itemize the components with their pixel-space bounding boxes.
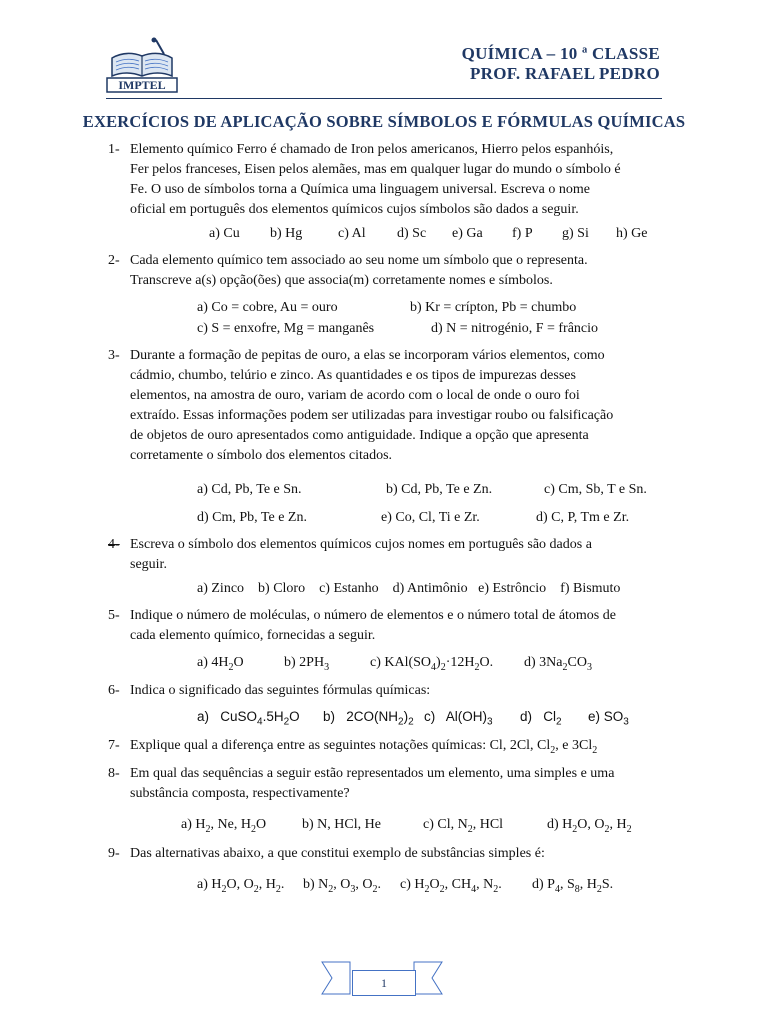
question-8-text (130, 764, 662, 804)
question-number-6: 6- (108, 683, 120, 698)
page-title: EXERCÍCIOS DE APLICAÇÃO SOBRE SÍMBOLOS E FÓRMULAS QUÍMICAS (82, 112, 686, 131)
header-teacher: PROF. RAFAEL PEDRO (469, 64, 660, 83)
q2-option-b: b) Kr = crípton, Pb = chumbo (410, 300, 577, 315)
q4-options: a) Zinco b) Cloro c) Estanho d) Antimônio e) Estrôncio f) Bismuto (197, 581, 621, 596)
q9-option-c: c) $H_2O_2$, $CH_4$, $N_2$. (400, 877, 502, 895)
logo-text: IMPTEL (118, 78, 166, 92)
question-2-text (130, 251, 662, 291)
question-1-line: Fer pelos franceses, Eisen pelos alemães, mas em qualquer lugar do mundo o símbolo é (130, 162, 621, 177)
q6-option-a: a) $CuSO_4.5H_2O$ (197, 709, 300, 728)
q3-option-a: a) Cd, Pb, Te e Sn. (197, 482, 302, 497)
q2-option-d: d) N = nitrogénio, F = frâncio (431, 321, 599, 336)
q8-option-d: d) $H_2O$, $O_2$, $H_2$ (547, 817, 632, 835)
q2-option-c: c) S = enxofre, Mg = manganês (197, 321, 375, 336)
question-number-7: 7- (108, 738, 120, 753)
q6-option-b: b) $2CO(NH_2)_2$ (323, 709, 414, 728)
question-7-text: Explique qual a diferença entre as seguintes notações químicas: Cl, 2Cl, $Cl_2$, e $3Cl_2$ (130, 738, 598, 756)
question-4-line: Escreva o símbolo dos elementos químicos cujos nomes em português são dados a (130, 537, 592, 552)
q3-option-d: d) Cm, Pb, Te e Zn. (197, 510, 307, 525)
question-8-line: substância composta, respectivamente? (130, 786, 350, 801)
question-3-line: corretamente o símbolo dos elementos citados. (130, 448, 393, 463)
question-2-line: Cada elemento químico tem associado ao seu nome um símbolo que o representa. (130, 253, 588, 268)
q1-option-e: e) Ga (452, 226, 483, 241)
q8-option-a: a) $H_2$, Ne, $H_2O$ (181, 817, 267, 835)
header-divider (106, 98, 662, 99)
question-3-line: de objetos de ouro apresentados como antiguidade. Indique a opção que apresenta (130, 428, 589, 443)
q1-option-d: d) Sc (397, 226, 427, 241)
question-4-text (130, 535, 662, 575)
question-1-line: oficial em português dos elementos químicos cujos símbolos são dados a seguir. (130, 202, 579, 217)
q1-option-a: a) Cu (209, 226, 240, 241)
q9-option-a: a) $H_2O$, $O_2$, $H_2$. (197, 877, 285, 895)
q9-option-b: b) $N_2$, $O_3$, $O_2$. (303, 877, 382, 895)
question-5-line: cada elemento químico, fornecidas a seguir. (130, 628, 376, 643)
q6-option-c: c) $Al(OH)_3$ (424, 709, 493, 728)
q3-option-b: b) Cd, Pb, Te e Zn. (386, 482, 493, 497)
question-4-line: seguir. (130, 557, 167, 572)
question-2-line: Transcreve a(s) opção(ões) que associa(m) corretamente nomes e símbolos. (130, 273, 553, 288)
question-3-text (130, 346, 662, 466)
q1-option-b: b) Hg (270, 226, 303, 241)
q9-option-d: d) $P_4$, $S_8$, $H_2S$. (532, 877, 614, 895)
q1-option-h: h) Ge (616, 226, 648, 241)
q2-option-a: a) Co = cobre, Au = ouro (197, 300, 338, 315)
question-1-text (130, 140, 662, 220)
question-6-text: Indica o significado das seguintes fórmulas químicas: (130, 683, 431, 698)
question-8-line: Em qual das sequências a seguir estão representados um elemento, uma simples e uma (130, 766, 615, 781)
q1-option-c: c) Al (338, 226, 366, 241)
question-number-2: 2- (108, 253, 120, 268)
question-3-line: Durante a formação de pepitas de ouro, a elas se incorporam vários elementos, como (130, 348, 605, 363)
question-9-text: Das alternativas abaixo, a que constitui exemplo de substâncias simples é: (130, 846, 545, 861)
imptel-logo (106, 36, 178, 94)
question-number-1: 1- (108, 142, 120, 157)
q5-option-d: d) $3Na_2CO_3$ (524, 655, 592, 673)
q1-option-f: f) P (512, 226, 533, 241)
question-5-line: Indique o número de moléculas, o número de elementos e o número total de átomos de (130, 608, 616, 623)
page-number: 1 (352, 970, 416, 996)
q6-option-e: e) $SO_3$ (588, 709, 629, 728)
question-number-5: 5- (108, 608, 120, 623)
question-3-line: elementos, na amostra de ouro, variam de acordo com o local de onde o ouro foi (130, 388, 580, 403)
question-number-4: 4- (108, 537, 120, 552)
q3-option-e: e) Co, Cl, Ti e Zr. (381, 510, 480, 525)
q3-option-f: d) C, P, Tm e Zr. (536, 510, 630, 525)
q5-option-b: b) $2PH_3$ (284, 655, 330, 673)
q1-option-g: g) Si (562, 226, 589, 241)
q5-option-a: a) $4H_2O$ (197, 655, 244, 673)
question-number-8: 8- (108, 766, 120, 781)
question-number-3: 3- (108, 348, 120, 363)
question-5-text (130, 606, 662, 646)
question-1-line: Elemento químico Ferro é chamado de Iron pelos americanos, Hierro pelos espanhóis, (130, 142, 614, 157)
question-3-line: extraído. Essas informações podem ser utilizadas para investigar roubo ou falsificação (130, 408, 614, 423)
q8-option-c: c) Cl, $N_2$, HCl (423, 817, 504, 835)
header-course: QUÍMICA – 10 ª CLASSE (461, 44, 660, 63)
q3-option-c: c) Cm, Sb, T e Sn. (544, 482, 647, 497)
q6-option-d: d) $Cl_2$ (520, 709, 562, 728)
question-1-line: Fe. O uso de símbolos torna a Química uma linguagem universal. Escreva o nome (130, 182, 590, 197)
question-number-9: 9- (108, 846, 120, 861)
q8-option-b: b) N, HCl, He (302, 817, 381, 832)
question-3-line: cádmio, chumbo, telúrio e zinco. As quantidades e os tipos de impurezas desses (130, 368, 576, 383)
q5-option-c: c) $KAl(SO_4)_2\cdot 12H_2O$. (370, 655, 494, 673)
